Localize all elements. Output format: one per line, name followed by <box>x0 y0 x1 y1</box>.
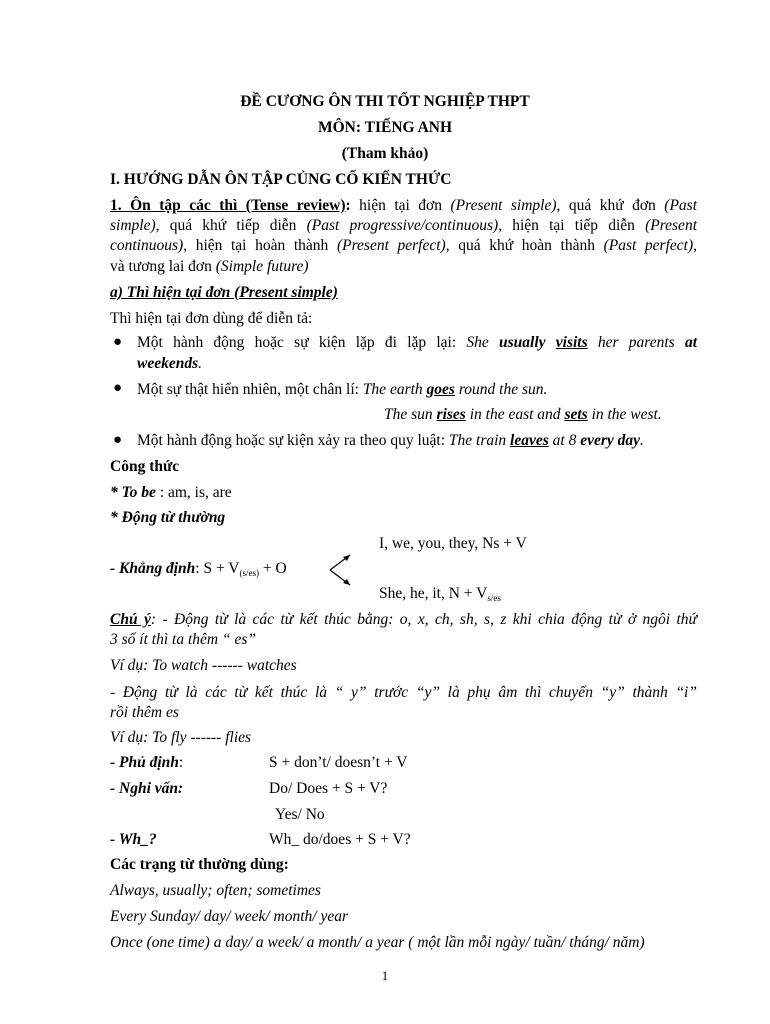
affirmative-lower: She, he, it, $N + V_{s/es}$ <box>379 585 501 603</box>
bullet-item: Một hành động hoặc sự kiện lặp đi lặp lại: She usually visits her parents at <box>137 334 698 351</box>
document-title-line3: (Tham khảo) <box>341 145 429 162</box>
tense-review-heading: 1. Ôn tập các thì (Tense review) <box>110 197 346 214</box>
intro-text: Thì hiện tại đơn dùng để diễn tả: <box>110 310 313 327</box>
negative-label: - Phủ định: <box>110 754 184 771</box>
paragraph-line: và tương lai đơn (Simple future) <box>110 258 309 275</box>
note-line: Chú ý: - Động từ là các từ kết thúc bằng: o, x, ch, sh, s, z khi chia động từ ở ngôi thứ <box>110 611 697 628</box>
bullet-icon: ● <box>113 380 123 396</box>
formula-heading: Công thức <box>110 458 180 475</box>
question-answer: Yes/ No <box>275 806 325 823</box>
wh-label: - Wh_? <box>110 831 157 848</box>
subheading-present-simple: a) Thì hiện tại đơn (Present simple) <box>110 284 338 301</box>
note-line-cont: rồi thêm es <box>110 704 179 721</box>
paragraph-line: simple), quá khứ tiếp diễn (Past progressive/continuous), hiện tại tiếp diễn (Present <box>110 217 697 234</box>
bullet-item: Một sự thật hiển nhiên, một chân lí: The earth goes round the sun. <box>137 381 548 398</box>
question-formula: Do/ Does + S + V? <box>269 780 388 797</box>
adverb-item: Always, usually; often; sometimes <box>110 882 321 899</box>
bullet-item: Một hành động hoặc sự kiện xảy ra theo quy luật: The train leaves at 8 every day. <box>137 432 644 449</box>
page-number: 1 <box>381 968 389 983</box>
document-title-line1: ĐỀ CƯƠNG ÔN THI TỐT NGHIỆP THPT <box>240 93 530 110</box>
adverb-item: Every Sunday/ day/ week/ month/ year <box>110 908 349 925</box>
adverb-item: Once (one time) a day/ a week/ a month/ a year ( một lần mỗi ngày/ tuần/ tháng/ năm) <box>110 934 645 951</box>
bullet-icon: ● <box>113 432 123 448</box>
to-be-line: * To be : am, is, are <box>110 484 232 501</box>
wh-formula: Wh_ do/does + S + V? <box>269 831 411 848</box>
branch-arrow-icon <box>326 550 356 590</box>
paragraph-line: 1. Ôn tập các thì (Tense review): hiện tại đơn (Present simple), quá khứ đơn (Past <box>110 197 697 214</box>
affirmative-line: - Khẳng định: $S + V_{(s/es)} + O$ <box>110 560 287 578</box>
question-label: - Nghi vấn: <box>110 780 184 797</box>
section-heading: I. HƯỚNG DẪN ÔN TẬP CỦNG CỐ KIẾN THỨC <box>110 171 452 188</box>
bullet-item-cont: The sun rises in the east and sets in the west. <box>384 406 662 423</box>
bullet-item-cont: weekends. <box>137 355 203 372</box>
document-title-line2: MÔN: TIẾNG ANH <box>317 119 453 136</box>
adverbs-heading: Các trạng từ thường dùng: <box>110 856 289 873</box>
affirmative-upper: I, we, you, they, Ns + V <box>379 535 527 552</box>
bullet-icon: ● <box>113 334 123 350</box>
example-line: Ví dụ: To watch ------ watches <box>110 657 297 674</box>
negative-formula: S + don’t/ doesn’t + V <box>269 754 408 771</box>
example-line: Ví dụ: To fly ------ flies <box>110 729 252 746</box>
paragraph-line: continuous), hiện tại hoàn thành (Present perfect), quá khứ hoàn thành (Past perfect), <box>110 237 697 254</box>
note-line-cont: 3 số ít thì ta thêm “ es” <box>110 631 256 648</box>
verb-heading: * Động từ thường <box>110 509 226 526</box>
note-line: - Động từ là các từ kết thúc là “ y” trước “y” là phụ âm thì chuyển “y” thành “i” <box>110 684 697 701</box>
